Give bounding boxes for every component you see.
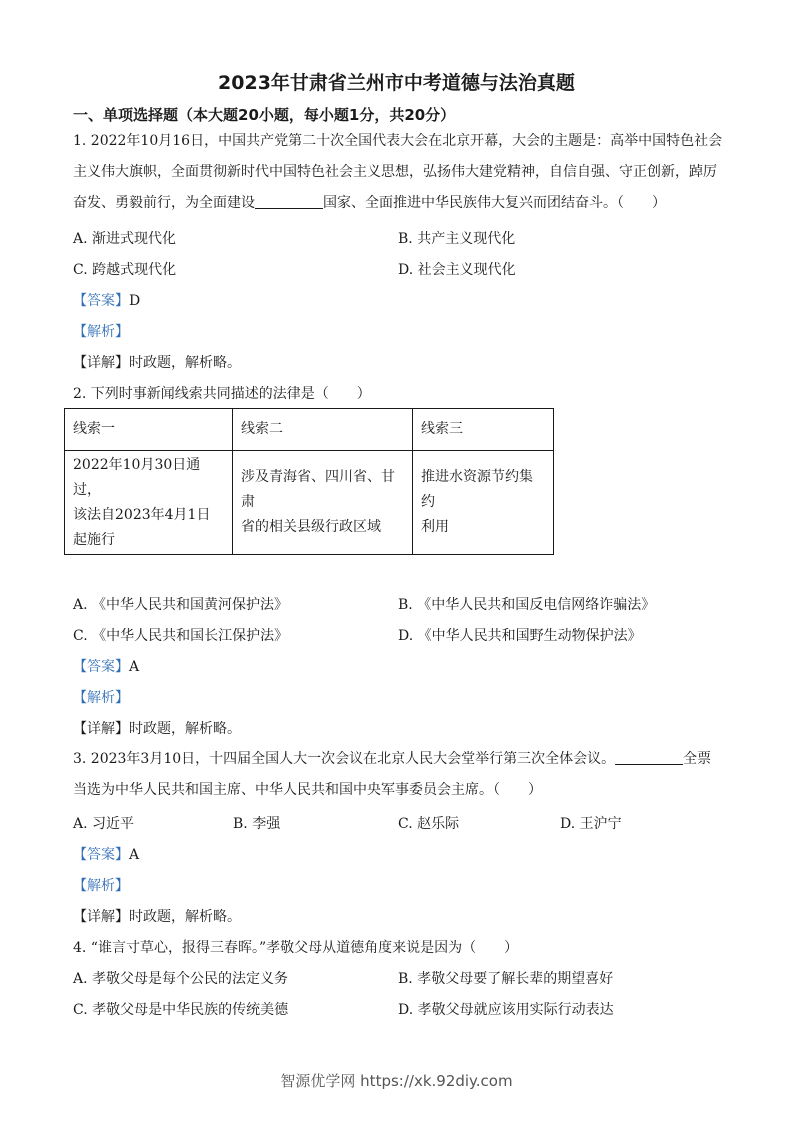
- q1-option-b[interactable]: B. 共产主义现代化: [398, 231, 516, 247]
- q2-answer: 【答案】A: [73, 659, 140, 675]
- clue-cell-3: 推进水资源节约集约 利用: [413, 451, 554, 555]
- clue-cell-2: 涉及青海省、四川省、甘肃 省的相关县级行政区域: [233, 451, 413, 555]
- q2-option-a[interactable]: A. 《中华人民共和国黄河保护法》: [73, 597, 289, 613]
- clue-header-2: 线索二: [233, 409, 413, 451]
- page-title: 2023年甘肃省兰州市中考道德与法治真题: [218, 72, 575, 94]
- q1-option-d[interactable]: D. 社会主义现代化: [398, 262, 516, 278]
- q2-detail: 【详解】时政题，解析略。: [73, 721, 241, 737]
- clue-header-3: 线索三: [413, 409, 554, 451]
- q1-answer: 【答案】D: [73, 293, 141, 309]
- question-2-stem: 2. 下列时事新闻线索共同描述的法律是（ ）: [73, 386, 371, 402]
- q2-option-c[interactable]: C. 《中华人民共和国长江保护法》: [73, 628, 289, 644]
- clue-cell-1: 2022年10月30日通过， 该法自2023年4月1日 起施行: [65, 451, 233, 555]
- section-heading: 一、单项选择题（本大题20小题，每小题1分，共20分）: [73, 106, 456, 124]
- q1-detail: 【详解】时政题，解析略。: [73, 355, 241, 371]
- q3-blank: [615, 750, 683, 765]
- clue-header-1: 线索一: [65, 409, 233, 451]
- q3-detail: 【详解】时政题，解析略。: [73, 909, 241, 925]
- q3-analysis-tag: 【解析】: [73, 878, 129, 894]
- q4-option-d[interactable]: D. 孝敬父母就应该用实际行动表达: [398, 1002, 614, 1018]
- q3-option-b[interactable]: B. 李强: [233, 816, 281, 832]
- question-1-stem: 1. 2022年10月16日，中国共产党第二十次全国代表大会在北京开幕，大会的主题是：高举中国特色社会主义伟大旗帜，全面贯彻新时代中国特色社会主义思想，弘扬伟大建党精神，自信自强、守正创新，踔厉奋发、勇毅前行，为全面建设 国家、全面推进中华民族伟大复兴而团结奋斗。（ ）: [73, 133, 723, 211]
- q3-option-a[interactable]: A. 习近平: [73, 816, 135, 832]
- question-3-stem: 3. 2023年3月10日，十四届全国人大一次会议在北京人民大会堂举行第三次全体会议。 全票当选为中华人民共和国主席、中华人民共和国中央军事委员会主席。（ ）: [73, 751, 712, 798]
- q1-option-a[interactable]: A. 渐进式现代化: [73, 231, 177, 247]
- q1-blank: [255, 194, 323, 209]
- clues-table: [64, 408, 554, 555]
- q3-answer: 【答案】A: [73, 847, 140, 863]
- q2-analysis-tag: 【解析】: [73, 690, 129, 706]
- q4-option-a[interactable]: A. 孝敬父母是每个公民的法定义务: [73, 971, 289, 987]
- q2-option-d[interactable]: D. 《中华人民共和国野生动物保护法》: [398, 628, 642, 644]
- q3-option-c[interactable]: C. 赵乐际: [398, 816, 460, 832]
- footer-watermark: 智源优学网 https://xk.92diy.com: [280, 1072, 513, 1090]
- q1-analysis-tag: 【解析】: [73, 324, 129, 340]
- q3-option-d[interactable]: D. 王沪宁: [560, 816, 622, 832]
- q4-option-b[interactable]: B. 孝敬父母要了解长辈的期望喜好: [398, 971, 614, 987]
- q4-option-c[interactable]: C. 孝敬父母是中华民族的传统美德: [73, 1002, 289, 1018]
- q2-option-b[interactable]: B. 《中华人民共和国反电信网络诈骗法》: [398, 597, 656, 613]
- question-4-stem: 4. “谁言寸草心，报得三春晖。”孝敬父母从道德角度来说是因为（ ）: [73, 940, 519, 956]
- q1-option-c[interactable]: C. 跨越式现代化: [73, 262, 177, 278]
